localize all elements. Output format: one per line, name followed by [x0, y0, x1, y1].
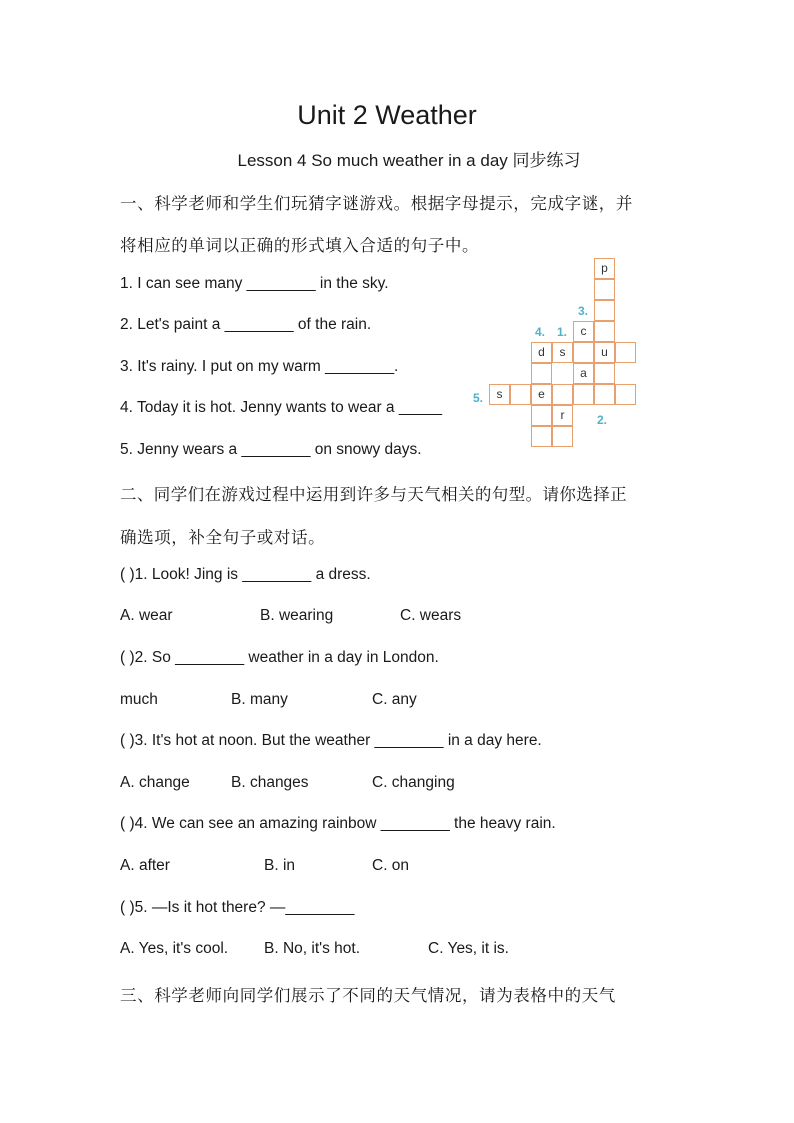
crossword-letter: c — [580, 324, 587, 338]
crossword-letter: s — [559, 345, 566, 359]
question-1-option-a[interactable]: A. wear — [120, 607, 173, 624]
page-subtitle: Lesson 4 So much weather in a day 同步练习 — [237, 151, 581, 170]
crossword-cell[interactable] — [594, 363, 615, 384]
crossword-letter: a — [580, 366, 587, 380]
crossword-clue-label: 4. — [535, 325, 546, 339]
crossword-cell[interactable] — [594, 321, 615, 342]
question-4-option-a[interactable]: A. after — [120, 857, 170, 874]
question-2-stem: ( )2. So ________ weather in a day in London. — [120, 649, 439, 666]
crossword-cell[interactable] — [573, 342, 594, 363]
crossword-cell[interactable] — [552, 384, 573, 405]
question-2-option-a[interactable]: much — [120, 691, 158, 708]
crossword-clue-label: 3. — [578, 304, 589, 318]
question-2-option-c[interactable]: C. any — [372, 691, 417, 708]
section1-item-5: 5. Jenny wears a ________ on snowy days. — [120, 441, 422, 458]
question-5-option-c[interactable]: C. Yes, it is. — [428, 940, 509, 957]
section2-instruction-line1: 二、同学们在游戏过程中运用到许多与天气相关的句型。请你选择正 — [120, 485, 627, 504]
section1-instruction-line2: 将相应的单词以正确的形式填入合适的句子中。 — [120, 236, 480, 255]
crossword-cell[interactable] — [510, 384, 531, 405]
crossword-cell[interactable] — [573, 384, 594, 405]
question-1-stem: ( )1. Look! Jing is ________ a dress. — [120, 566, 371, 583]
crossword-cell[interactable] — [531, 405, 552, 426]
crossword-clue-label: 5. — [473, 391, 484, 405]
question-2-option-b[interactable]: B. many — [231, 691, 288, 708]
crossword-cell[interactable] — [615, 342, 636, 363]
section3-instruction-line1: 三、科学老师向同学们展示了不同的天气情况，请为表格中的天气 — [120, 986, 616, 1005]
section1-item-1: 1. I can see many ________ in the sky. — [120, 275, 389, 292]
section1-item-3: 3. It's rainy. I put on my warm ________. — [120, 358, 399, 375]
section1-item-4: 4. Today it is hot. Jenny wants to wear a _____ — [120, 399, 442, 416]
crossword-letter: s — [496, 387, 503, 401]
crossword-clue-label: 1. — [557, 325, 568, 339]
question-4-stem: ( )4. We can see an amazing rainbow ________ the heavy rain. — [120, 815, 556, 832]
crossword-letter: r — [560, 408, 565, 422]
question-5-stem: ( )5. —Is it hot there? —________ — [120, 899, 355, 916]
question-5-option-b[interactable]: B. No, it's hot. — [264, 940, 360, 957]
section2-instruction-line2: 确选项，补全句子或对话。 — [120, 528, 326, 547]
page-title: Unit 2 Weather — [297, 100, 477, 130]
crossword-cell[interactable] — [531, 363, 552, 384]
question-3-option-c[interactable]: C. changing — [372, 774, 455, 791]
question-5-option-a[interactable]: A. Yes, it's cool. — [120, 940, 229, 957]
crossword-cell[interactable] — [615, 384, 636, 405]
crossword-cell[interactable] — [552, 426, 573, 447]
question-1-option-b[interactable]: B. wearing — [260, 607, 334, 624]
crossword-letter: e — [538, 387, 545, 401]
crossword-cell[interactable] — [594, 279, 615, 300]
crossword-cell[interactable] — [594, 300, 615, 321]
crossword-cell[interactable] — [531, 426, 552, 447]
crossword-letter: d — [538, 345, 545, 359]
question-4-option-b[interactable]: B. in — [264, 857, 296, 874]
crossword-letter: u — [601, 345, 608, 359]
question-4-option-c[interactable]: C. on — [372, 857, 410, 874]
crossword-letter: p — [601, 261, 608, 275]
question-3-option-a[interactable]: A. change — [120, 774, 190, 791]
question-3-option-b[interactable]: B. changes — [231, 774, 309, 791]
question-1-option-c[interactable]: C. wears — [400, 607, 462, 624]
section1-instruction-line1: 一、科学老师和学生们玩猜字谜游戏。根据字母提示，完成字谜，并 — [120, 194, 633, 213]
crossword-cell[interactable] — [594, 384, 615, 405]
question-3-stem: ( )3. It's hot at noon. But the weather ________ in a day here. — [120, 732, 542, 749]
crossword-clue-label: 2. — [597, 413, 608, 427]
section1-item-2: 2. Let's paint a ________ of the rain. — [120, 316, 372, 333]
